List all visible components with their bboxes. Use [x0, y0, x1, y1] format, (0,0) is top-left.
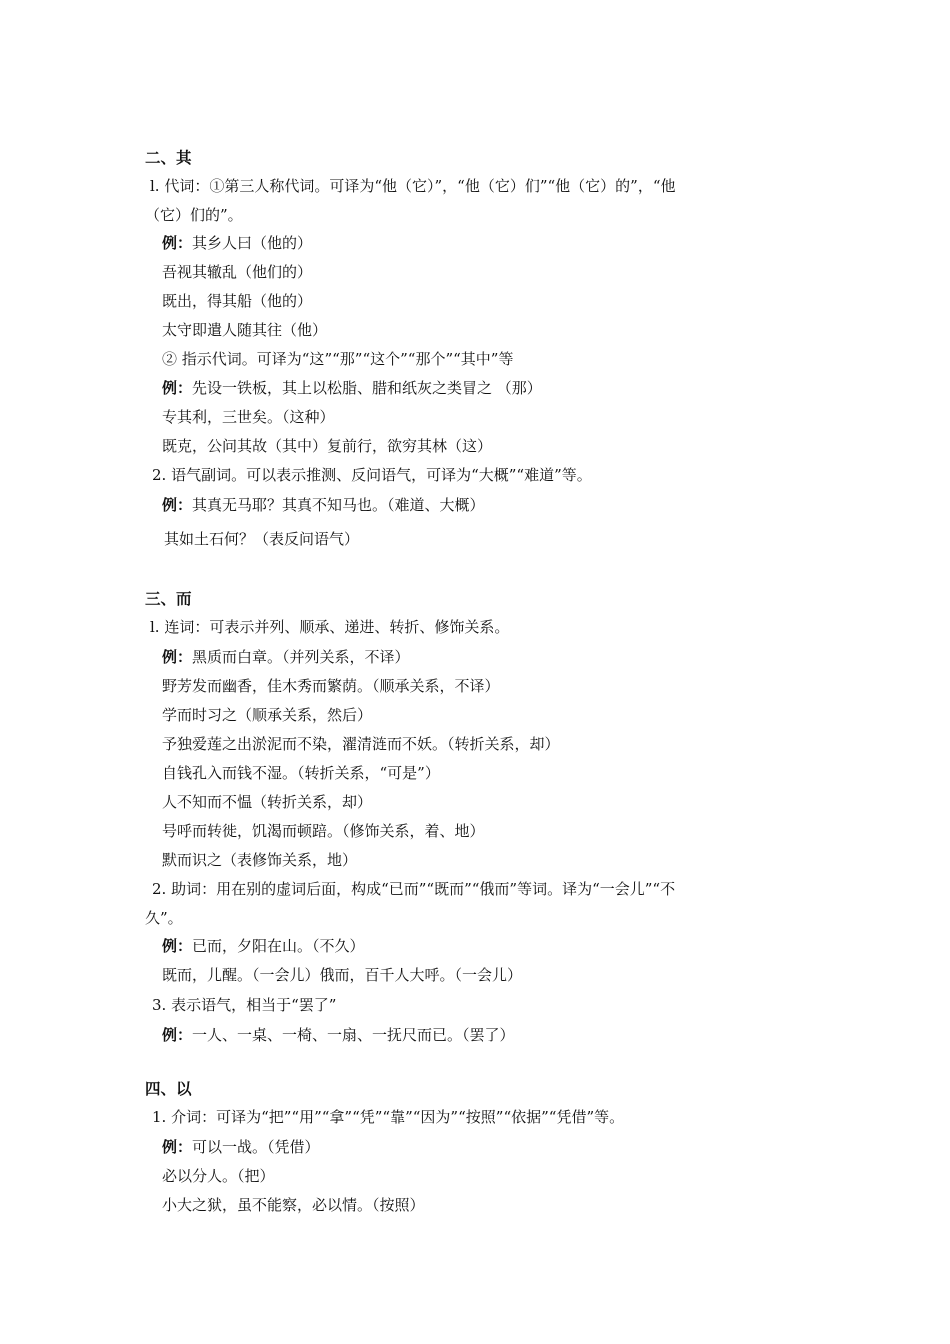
definition-line: l. 连词：可表示并列、顺承、递进、转折、修饰关系。 — [150, 618, 510, 636]
example-line: 其如土石何？（表反问语气） — [164, 530, 360, 548]
example-line: 必以分人。（把） — [162, 1167, 275, 1185]
example-text: 其乡人曰（他的） — [192, 234, 313, 252]
example-label: 例： — [162, 648, 193, 666]
example-label: 例： — [162, 937, 193, 955]
example-label: 例： — [162, 1138, 193, 1156]
section-heading-er: 三、而 — [145, 589, 192, 608]
definition-line: 1. 介词：可译为“把”“用”“拿”“凭”“靠”“因为”“按照”“依据”“凭借”等。 — [152, 1108, 625, 1126]
example-label: 例： — [162, 379, 193, 397]
example-line — [162, 1137, 320, 1157]
example-line: 号呼而转徙，饥渴而顿踣。（修饰关系，着、地） — [162, 822, 485, 840]
definition-line: l. 代词：①第三人称代词。可译为“他（它）”，“他（它）们”“他（它）的”，“他 — [150, 177, 676, 195]
section-heading-yi: 四、以 — [145, 1079, 192, 1098]
example-label: 例： — [162, 1026, 193, 1044]
definition-line: （它）们的”。 — [145, 206, 243, 224]
example-label: 例： — [162, 234, 193, 252]
definition-line: ② 指示代词。可译为“这”“那”“这个”“那个”“其中”等 — [162, 350, 514, 368]
example-line: 自钱孔入而钱不湿。（转折关系，“可是”） — [162, 764, 440, 782]
example-line — [162, 378, 542, 398]
example-line: 既而，儿醒。（一会儿）俄而，百千人大呼。（一会儿） — [162, 966, 523, 984]
example-line: 既克，公问其故（其中）复前行，欲穷其林（这） — [162, 437, 493, 455]
example-line — [162, 936, 365, 956]
example-text: 其真无马耶？其真不知马也。（难道、大概） — [192, 496, 485, 514]
example-line: 予独爱莲之出淤泥而不染，濯清涟而不妖。（转折关系，却） — [162, 735, 560, 753]
example-line: 学而时习之（顺承关系，然后） — [162, 706, 373, 724]
definition-line: 3. 表示语气，相当于“罢了” — [152, 996, 337, 1014]
example-text: 黑质而白章。（并列关系，不译） — [192, 648, 410, 666]
example-text: 可以一战。（凭借） — [192, 1138, 320, 1156]
example-label: 例： — [162, 496, 193, 514]
definition-line: 2. 助词：用在别的虚词后面，构成“已而”“既而”“俄而”等词。译为“一会儿”“不 — [152, 880, 676, 898]
example-line — [162, 647, 410, 667]
example-line: 人不知而不愠（转折关系，却） — [162, 793, 373, 811]
example-line — [162, 1025, 515, 1045]
example-line: 既出，得其船（他的） — [162, 292, 313, 310]
example-line: 野芳发而幽香，佳木秀而繁荫。（顺承关系，不译） — [162, 677, 500, 695]
section-heading-qi: 二、其 — [145, 148, 192, 167]
example-line: 小大之狱，虽不能察，必以情。（按照） — [162, 1196, 425, 1214]
example-text: 先设一铁板，其上以松脂、腊和纸灰之类冒之 （那） — [192, 379, 542, 397]
definition-line: 久”。 — [145, 909, 183, 927]
example-text: 已而，夕阳在山。（不久） — [192, 937, 365, 955]
definition-line: 2. 语气副词。可以表示推测、反问语气，可译为“大概”“难道”等。 — [152, 466, 592, 484]
example-line — [162, 495, 485, 515]
example-line: 太守即遣人随其往（他） — [162, 321, 328, 339]
example-line: 专其利，三世矣。（这种） — [162, 408, 335, 426]
example-line — [162, 233, 312, 253]
example-line: 吾视其辙乱（他们的） — [162, 263, 313, 281]
example-text: 一人、一桌、一椅、一扇、一抚尺而已。（罢了） — [192, 1026, 515, 1044]
example-line: 默而识之（表修饰关系，地） — [162, 851, 358, 869]
